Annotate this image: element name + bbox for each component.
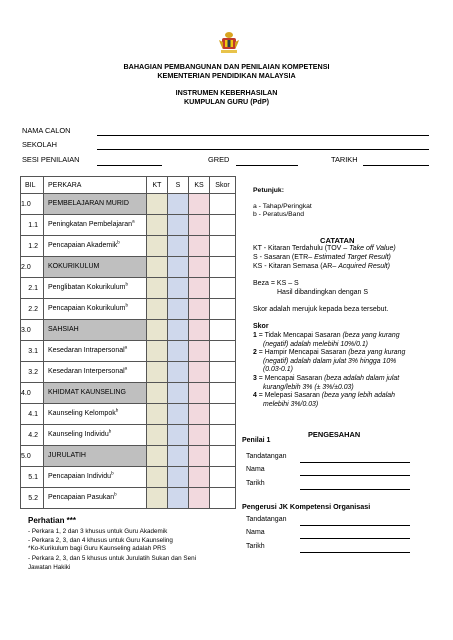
ks-cell[interactable] <box>189 425 210 446</box>
pengerusi-tarikh-field[interactable] <box>300 552 410 553</box>
row-superscript: b <box>125 281 128 287</box>
row-perkara: JURULATIH <box>44 446 147 467</box>
col-header-s: S <box>168 177 189 194</box>
kt-cell[interactable] <box>147 257 168 278</box>
row-perkara: Kesedaran Interpersonal$^a$ <box>44 362 147 383</box>
pengesahan-title: PENGESAHAN <box>308 430 361 439</box>
table-row <box>21 467 236 488</box>
beza-formula: Beza = KS – S <box>253 280 299 287</box>
row-perkara: Kaunseling Individu$^b$ <box>44 425 147 446</box>
perhatian-note: - Perkara 1, 2 dan 3 khusus untuk Guru Akademik <box>28 528 168 535</box>
s-cell[interactable] <box>168 299 189 320</box>
crest-logo <box>218 30 240 56</box>
pengerusi-tandatangan-field[interactable] <box>300 525 410 526</box>
table-row <box>21 236 236 257</box>
row-superscript: b <box>114 491 117 497</box>
ks-cell[interactable] <box>189 257 210 278</box>
row-bil: 4.2 <box>21 425 44 446</box>
tarikh-label: TARIKH <box>331 155 358 164</box>
petunjuk-title: Petunjuk: <box>253 187 284 194</box>
beza-description: Hasil dibandingkan dengan S <box>277 289 369 296</box>
skor-title: Skor <box>253 323 269 330</box>
col-header-perkara: PERKARA <box>44 177 147 194</box>
penilai-tandatangan-field[interactable] <box>300 462 410 463</box>
row-perkara: Pencapaian Individu$^b$ <box>44 467 147 488</box>
s-cell[interactable] <box>168 236 189 257</box>
kt-cell[interactable] <box>147 236 168 257</box>
row-bil: 5.0 <box>21 446 44 467</box>
row-bil: 2.0 <box>21 257 44 278</box>
sekolah-label: SEKOLAH <box>22 140 57 149</box>
catatan-kt: KT - Kitaran Terdahulu (TOV – Take off Value) <box>253 245 396 252</box>
row-bil: 3.2 <box>21 362 44 383</box>
penilai-label: Penilai 1 <box>242 437 271 444</box>
penilai-nama-label: Nama <box>246 466 265 473</box>
perhatian-note: *Ko-Kurikulum bagi Guru Kaunseling adalah PRS <box>28 545 166 552</box>
row-perkara: Pencapaian Akademik$^b$ <box>44 236 147 257</box>
penilai-nama-field[interactable] <box>300 475 410 476</box>
kt-cell[interactable] <box>147 383 168 404</box>
row-superscript: b <box>125 302 128 308</box>
pengerusi-label: Pengerusi JK Kompetensi Organisasi <box>242 502 371 511</box>
nama-calon-field[interactable] <box>97 135 429 136</box>
kt-cell[interactable] <box>147 488 168 509</box>
s-cell[interactable] <box>168 446 189 467</box>
petunjuk-item-b: b - Peratus/Band <box>253 211 305 218</box>
s-cell[interactable] <box>168 194 189 215</box>
table-group-row <box>21 257 236 278</box>
row-bil: 1.0 <box>21 194 44 215</box>
row-superscript: a <box>132 218 135 224</box>
skor-item: 3 = Mencapai Sasaran (beza adalah dalam julat kurang/lebih 3% (± 3%/±0.03) <box>253 375 400 391</box>
kt-cell[interactable] <box>147 278 168 299</box>
row-perkara: KHIDMAT KAUNSELING <box>44 383 147 404</box>
row-superscript: b <box>108 428 112 434</box>
row-bil: 2.2 <box>21 299 44 320</box>
ks-cell[interactable] <box>189 488 210 509</box>
skor-item: 1 = Tidak Mencapai Sasaran (beza yang kurang (negatif) adalah melebihi 10%/0.1) <box>253 332 400 348</box>
kt-cell[interactable] <box>147 404 168 425</box>
catatan-s: S - Sasaran (ETR– Estimated Target Result) <box>253 254 391 261</box>
penilai-tarikh-label: Tarikh <box>246 480 265 487</box>
skor-note: Skor adalah merujuk kepada beza tersebut. <box>253 306 389 313</box>
table-header-row <box>21 177 236 194</box>
s-cell[interactable] <box>168 320 189 341</box>
skor-cell[interactable] <box>210 278 236 299</box>
s-cell[interactable] <box>168 215 189 236</box>
table-row <box>21 425 236 446</box>
table-row <box>21 404 236 425</box>
ks-cell[interactable] <box>189 236 210 257</box>
ks-cell[interactable] <box>189 446 210 467</box>
row-bil: 2.1 <box>21 278 44 299</box>
skor-cell[interactable] <box>210 341 236 362</box>
perhatian-note: - Perkara 2, 3, dan 5 khusus untuk Jurulatih Sukan dan Seni <box>28 555 197 562</box>
kt-cell[interactable] <box>147 362 168 383</box>
table-row <box>21 299 236 320</box>
tarikh-field[interactable] <box>363 165 429 166</box>
s-cell[interactable] <box>168 404 189 425</box>
pengerusi-nama-field[interactable] <box>300 538 410 539</box>
skor-item: 4 = Melepasi Sasaran (beza yang lebih adalah melebihi 3%/0.03) <box>253 392 395 408</box>
row-perkara: Kaunseling Kelompok$^b$ <box>44 404 147 425</box>
col-header-skor: Skor <box>210 177 236 194</box>
kt-cell[interactable] <box>147 446 168 467</box>
kt-cell[interactable] <box>147 341 168 362</box>
s-cell[interactable] <box>168 467 189 488</box>
row-superscript: b <box>111 470 114 476</box>
s-cell[interactable] <box>168 383 189 404</box>
perhatian-note: - Perkara 2, 3, dan 4 khusus untuk Guru Kaunseling <box>28 537 173 544</box>
sesi-penilaian-field[interactable] <box>97 165 162 166</box>
table-group-row <box>21 194 236 215</box>
row-bil: 1.1 <box>21 215 44 236</box>
row-bil: 4.1 <box>21 404 44 425</box>
nama-calon-label: NAMA CALON <box>22 126 71 135</box>
ks-cell[interactable] <box>189 341 210 362</box>
col-header-bil: BIL <box>21 177 44 194</box>
row-perkara: Peningkatan Pembelajaran$^a$ <box>44 215 147 236</box>
ks-cell[interactable] <box>189 299 210 320</box>
ks-cell[interactable] <box>189 467 210 488</box>
skor-cell[interactable] <box>210 383 236 404</box>
s-cell[interactable] <box>168 362 189 383</box>
perhatian-note: Jawatan Hakiki <box>28 564 71 571</box>
table-row <box>21 215 236 236</box>
skor-cell[interactable] <box>210 362 236 383</box>
skor-cell[interactable] <box>210 425 236 446</box>
table-row <box>21 488 236 509</box>
header-title-line1: BAHAGIAN PEMBANGUNAN DAN PENILAIAN KOMPETENSI <box>123 62 330 71</box>
skor-cell[interactable] <box>210 404 236 425</box>
row-perkara: Penglibatan Kokurikulum$^b$ <box>44 278 147 299</box>
table-group-row <box>21 446 236 467</box>
skor-cell[interactable] <box>210 194 236 215</box>
skor-cell[interactable] <box>210 236 236 257</box>
kt-cell[interactable] <box>147 299 168 320</box>
row-bil: 5.2 <box>21 488 44 509</box>
row-superscript: b <box>117 239 120 245</box>
header-title-line3: INSTRUMEN KEBERHASILAN <box>175 88 278 97</box>
sesi-penilaian-label: SESI PENILAIAN <box>22 155 80 164</box>
row-perkara: Pencapaian Pasukan$^b$ <box>44 488 147 509</box>
row-bil: 1.2 <box>21 236 44 257</box>
ks-cell[interactable] <box>189 404 210 425</box>
kt-cell[interactable] <box>147 320 168 341</box>
kt-cell[interactable] <box>147 425 168 446</box>
sekolah-field[interactable] <box>97 149 429 150</box>
row-bil: 5.1 <box>21 467 44 488</box>
s-cell[interactable] <box>168 425 189 446</box>
table-row <box>21 278 236 299</box>
skor-cell[interactable] <box>210 215 236 236</box>
s-cell[interactable] <box>168 488 189 509</box>
pengerusi-tarikh-label: Tarikh <box>246 543 265 550</box>
gred-field[interactable] <box>236 165 298 166</box>
penilai-tandatangan-label: Tandatangan <box>246 453 287 460</box>
ks-cell[interactable] <box>189 320 210 341</box>
row-perkara: KOKURIKULUM <box>44 257 147 278</box>
kt-cell[interactable] <box>147 215 168 236</box>
pengerusi-tandatangan-label: Tandatangan <box>246 516 287 523</box>
row-bil: 3.1 <box>21 341 44 362</box>
table-row <box>21 362 236 383</box>
ks-cell[interactable] <box>189 383 210 404</box>
s-cell[interactable] <box>168 278 189 299</box>
kt-cell[interactable] <box>147 467 168 488</box>
s-cell[interactable] <box>168 341 189 362</box>
row-perkara: Kesedaran Intrapersonal$^a$ <box>44 341 147 362</box>
skor-cell[interactable] <box>210 257 236 278</box>
row-perkara: SAHSIAH <box>44 320 147 341</box>
header-title-line2: KEMENTERIAN PENDIDIKAN MALAYSIA <box>157 71 296 80</box>
row-perkara: PEMBELAJARAN MURID <box>44 194 147 215</box>
skor-cell[interactable] <box>210 446 236 467</box>
ks-cell[interactable] <box>189 215 210 236</box>
penilai-tarikh-field[interactable] <box>300 489 410 490</box>
ks-cell[interactable] <box>189 362 210 383</box>
header-title-line4: KUMPULAN GURU (PdP) <box>183 97 270 106</box>
row-superscript: a <box>124 344 128 350</box>
ks-cell[interactable] <box>189 278 210 299</box>
catatan-title: CATATAN <box>320 236 355 245</box>
skor-cell[interactable] <box>210 320 236 341</box>
skor-item: 2 = Hampir Mencapai Sasaran (beza yang kurang (negatif) adalah dalam julat 3% hingga 10% (0.03-0.1) <box>253 349 406 373</box>
col-header-kt: KT <box>147 177 168 194</box>
row-superscript: b <box>115 407 119 413</box>
kt-cell[interactable] <box>147 194 168 215</box>
row-superscript: a <box>124 365 128 371</box>
s-cell[interactable] <box>168 257 189 278</box>
table-group-row <box>21 320 236 341</box>
perhatian-title: Perhatian *** <box>28 516 77 525</box>
pengerusi-nama-label: Nama <box>246 529 265 536</box>
skor-cell[interactable] <box>210 488 236 509</box>
table-row <box>21 341 236 362</box>
row-bil: 3.0 <box>21 320 44 341</box>
row-bil: 4.0 <box>21 383 44 404</box>
gred-label: GRED <box>208 155 230 164</box>
table-group-row <box>21 383 236 404</box>
petunjuk-item-a: a - Tahap/Peringkat <box>253 203 312 210</box>
skor-cell[interactable] <box>210 299 236 320</box>
row-perkara: Pencapaian Kokurikulum$^b$ <box>44 299 147 320</box>
catatan-ks: KS - Kitaran Semasa (AR– Acquired Result) <box>253 263 390 270</box>
skor-cell[interactable] <box>210 467 236 488</box>
col-header-ks: KS <box>189 177 210 194</box>
assessment-table <box>20 176 236 509</box>
ks-cell[interactable] <box>189 194 210 215</box>
